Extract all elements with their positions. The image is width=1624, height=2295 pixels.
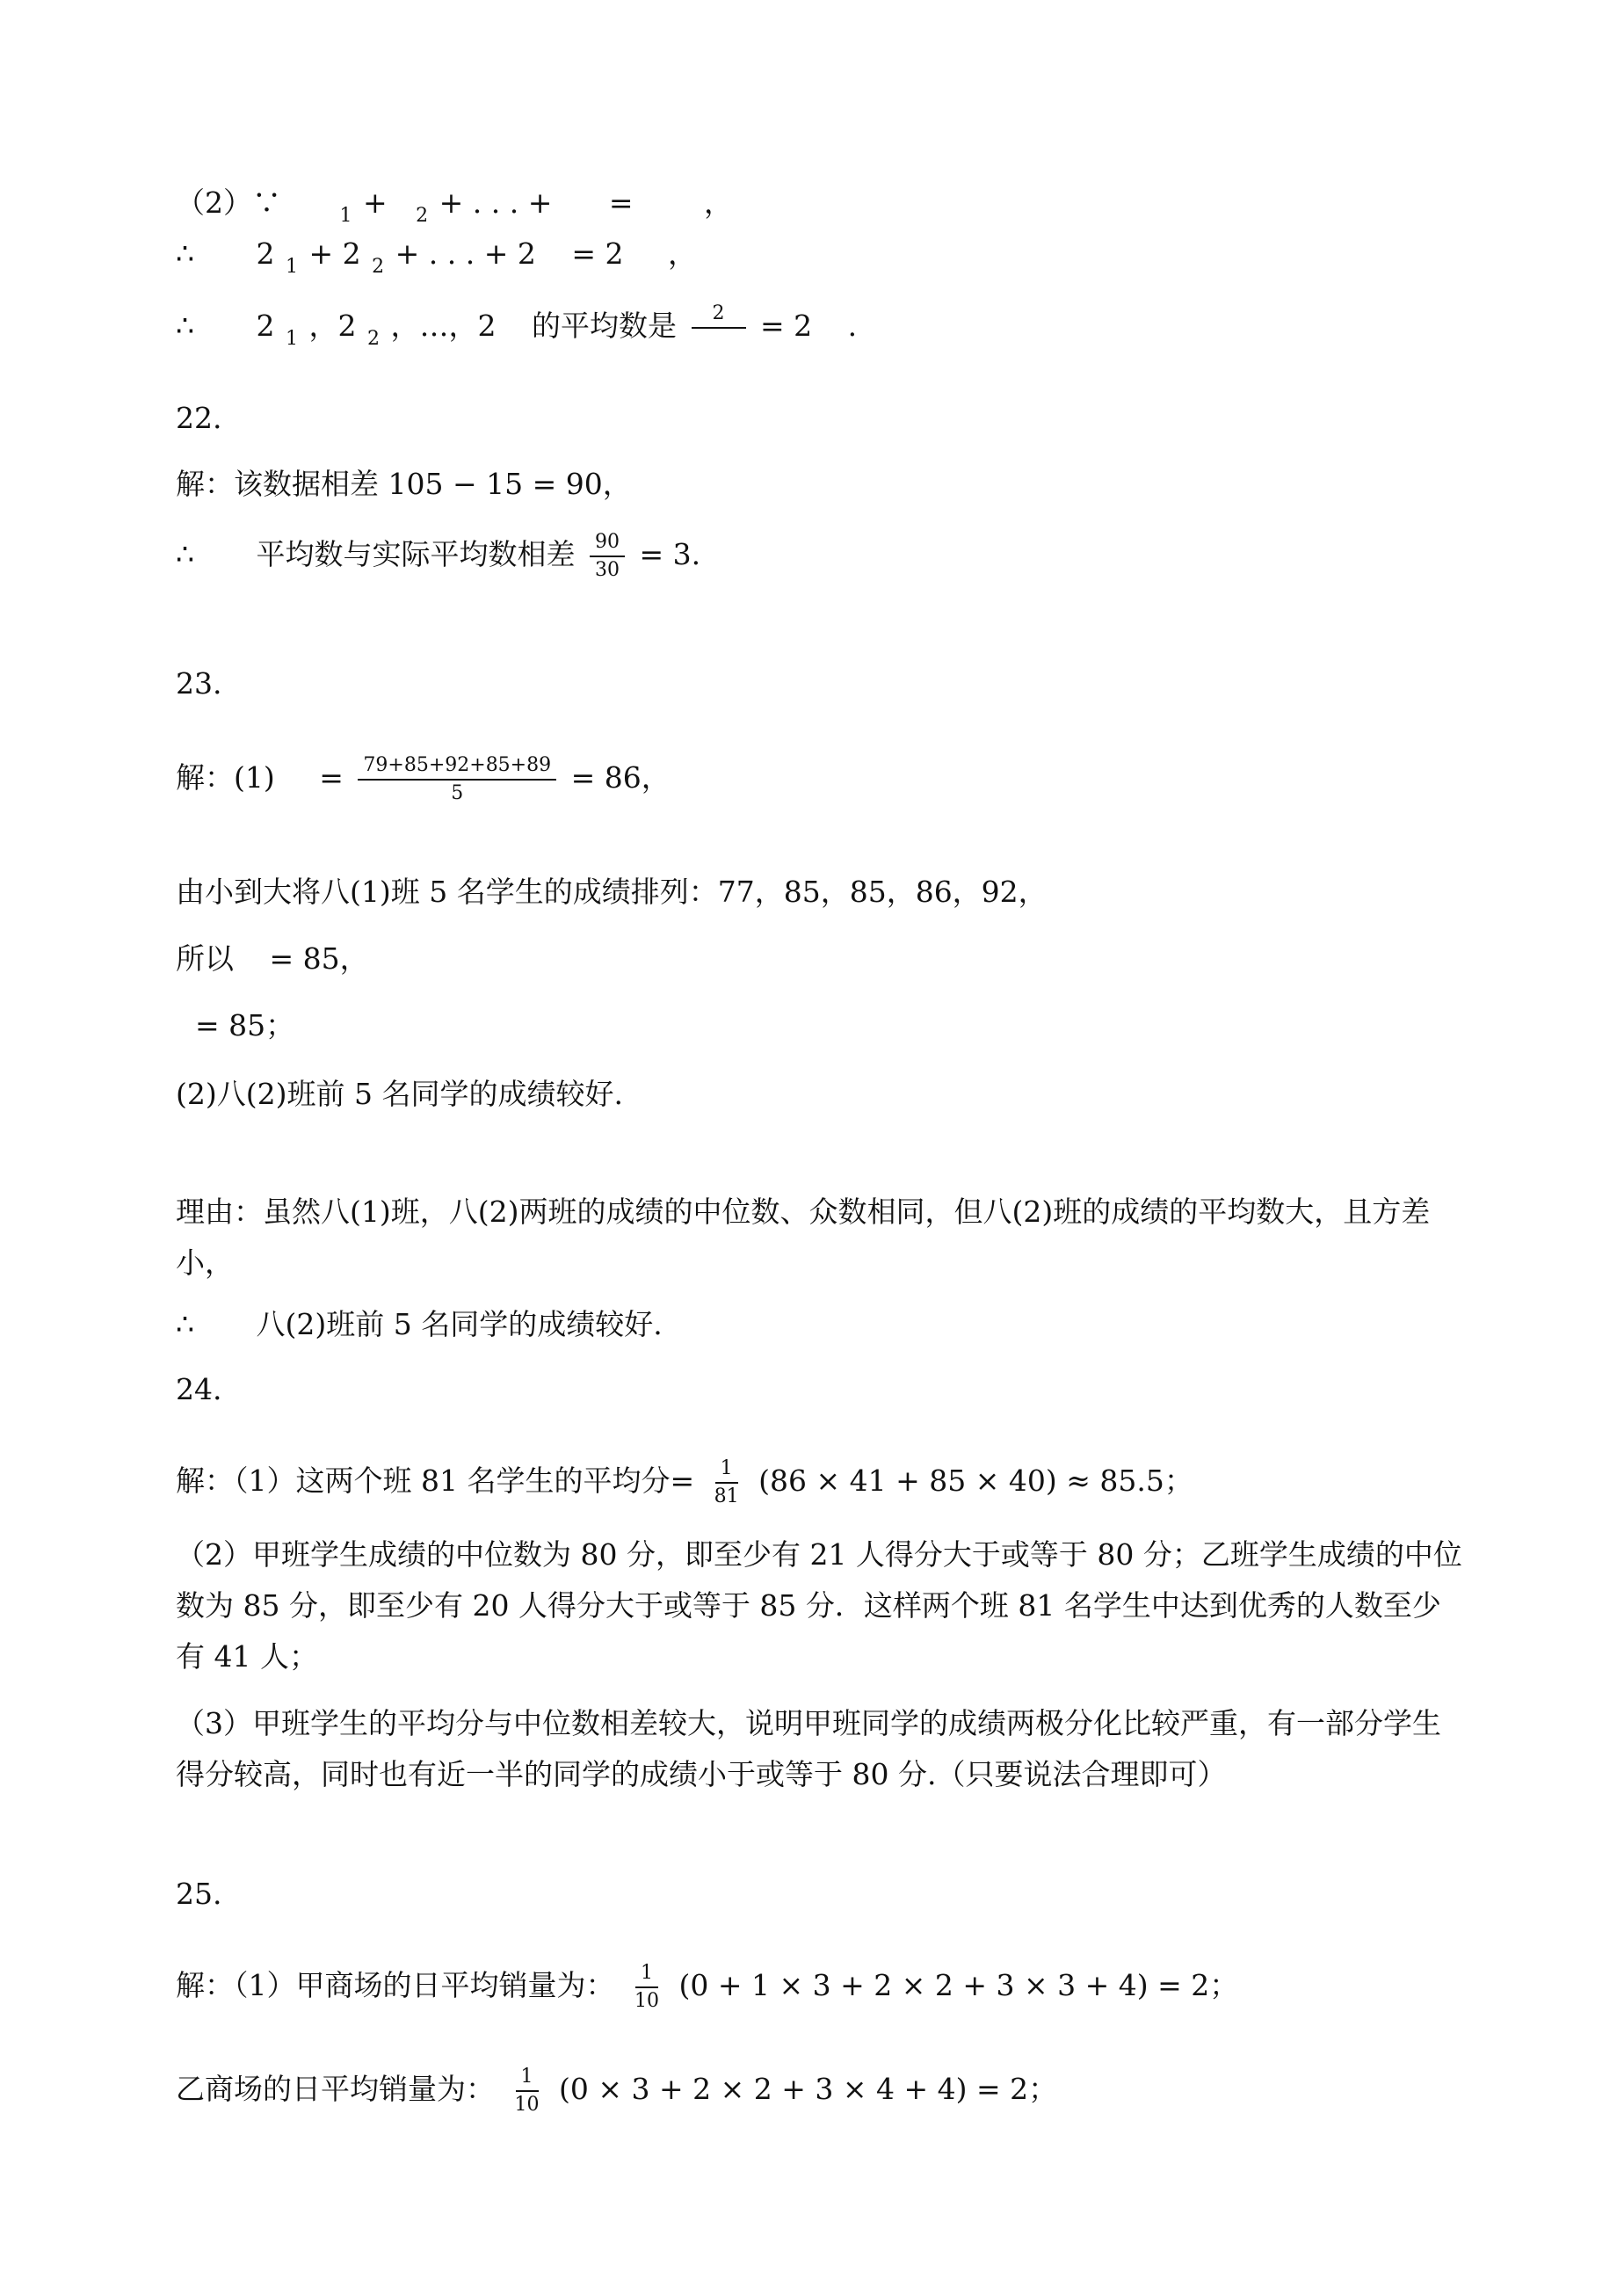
question-number-25: 25. — [176, 1877, 222, 1911]
numerator: 2 — [692, 302, 746, 329]
text: 2 — [256, 309, 275, 343]
therefore-symbol: ∴ — [176, 1307, 194, 1341]
therefore-symbol: ∴ — [176, 309, 194, 343]
denominator: 5 — [451, 782, 464, 804]
subscript: 2 — [372, 256, 385, 278]
text: + . . . + 2 — [395, 236, 536, 271]
text: = — [319, 760, 344, 795]
solution-24-part-2: （2）甲班学生成绩的中位数为 80 分，即至少有 21 人得分大于或等于 80 分；乙班学生成绩的中位数为 85 分，即至少有 20 人得分大于或等于 85 分．这样两个班 81 名学生中达到优秀的人数至少有 41 人； — [176, 1537, 1462, 1674]
solution-23-line-2: 由小到大将八(1)班 5 名学生的成绩排列：77，85，85，86，92， — [176, 875, 1048, 909]
numerator: 1 — [715, 1457, 738, 1484]
denominator — [710, 329, 727, 353]
fraction — [590, 531, 625, 582]
text: ， — [668, 236, 697, 271]
solution-24-part-3: （3）甲班学生的平均分与中位数相差较大，说明甲班同学的成绩两极分化比较严重，有一部分学生得分较高，同时也有近一半的同学的成绩小于或等于 80 分.（只要说法合理即可） — [176, 1706, 1441, 1791]
subscript: 1 — [286, 256, 298, 278]
denominator: 30 — [595, 559, 620, 581]
text: 解：(1) — [176, 760, 275, 795]
fraction — [358, 754, 556, 805]
text: = 2 — [571, 236, 624, 271]
text: 乙商场的日平均销量为： — [176, 2072, 495, 2106]
solution-line-2 — [176, 234, 1466, 279]
numerator: 79+85+92+85+89 — [358, 754, 556, 781]
solution-line-1 — [176, 183, 1466, 228]
text: 八(2)班前 5 名同学的成绩较好. — [256, 1307, 663, 1341]
denominator: 10 — [514, 2094, 540, 2116]
text: = 85， — [269, 941, 369, 976]
subscript: 2 — [416, 205, 429, 227]
solution-23-line-1 — [176, 754, 1466, 805]
numerator: 1 — [516, 2066, 539, 2092]
solution-line-3 — [176, 302, 1466, 353]
solution-23-conclusion — [176, 1304, 1466, 1345]
subscript: 1 — [339, 205, 352, 227]
solution-25-line-2 — [176, 2066, 1466, 2117]
text: ， — [704, 185, 734, 220]
text: + — [363, 185, 388, 220]
question-number-23: 23. — [176, 666, 222, 701]
solution-24-line-1 — [176, 1457, 1466, 1508]
text: 2 — [256, 236, 275, 271]
text: 解：（1）这两个班 81 名学生的平均分= — [176, 1463, 695, 1498]
text: = 86， — [570, 760, 671, 795]
solution-23-line-5: (2)八(2)班前 5 名同学的成绩较好. — [176, 1077, 623, 1111]
text: (0 × 3 + 2 × 2 + 3 × 4 + 4) = 2； — [559, 2072, 1058, 2106]
solution-23-reason: 理由：虽然八(1)班，八(2)两班的成绩的中位数、众数相同，但八(2)班的成绩的平均数大，且方差小， — [176, 1195, 1431, 1280]
solution-23-line-3 — [176, 939, 1466, 979]
text: 解：（1）甲商场的日平均销量为： — [176, 1968, 615, 2002]
solution-22-line-1: 解：该数据相差 105 − 15 = 90， — [176, 467, 632, 501]
text: + 2 — [308, 236, 361, 271]
text: 平均数与实际平均数相差 — [256, 537, 576, 571]
denominator: 10 — [634, 1990, 659, 2012]
text: ，…，2 — [390, 309, 497, 343]
text: 所以 — [176, 941, 234, 976]
denominator: 81 — [714, 1485, 739, 1507]
fraction — [692, 302, 746, 353]
text: + . . . + — [439, 185, 553, 220]
question-number-22: 22. — [176, 401, 222, 435]
text: (0 + 1 × 3 + 2 × 2 + 3 × 3 + 4) = 2； — [678, 1968, 1239, 2002]
text: = 3. — [639, 537, 701, 571]
numerator: 90 — [590, 531, 625, 557]
text: (86 × 41 + 85 × 40) ≈ 85.5； — [758, 1463, 1193, 1498]
therefore-symbol: ∴ — [176, 537, 194, 571]
text: ，2 — [308, 309, 357, 343]
subscript: 2 — [367, 328, 380, 350]
text: = 85； — [195, 1008, 295, 1042]
subscript: 1 — [286, 328, 298, 350]
fraction — [709, 1457, 744, 1508]
text: . — [847, 309, 858, 343]
text: = — [608, 185, 634, 220]
question-number-24: 24. — [176, 1372, 222, 1406]
solution-23-line-4 — [195, 1006, 1466, 1046]
fraction — [629, 1962, 664, 2013]
solution-22-line-2 — [176, 531, 1466, 582]
therefore-symbol: ∴ — [176, 236, 194, 271]
text: = 2 — [760, 309, 813, 343]
solution-25-line-1 — [176, 1962, 1466, 2013]
text: 的平均数是 — [532, 309, 677, 343]
text: （2）∵ — [176, 185, 281, 220]
fraction — [510, 2066, 545, 2117]
numerator: 1 — [635, 1962, 658, 1988]
